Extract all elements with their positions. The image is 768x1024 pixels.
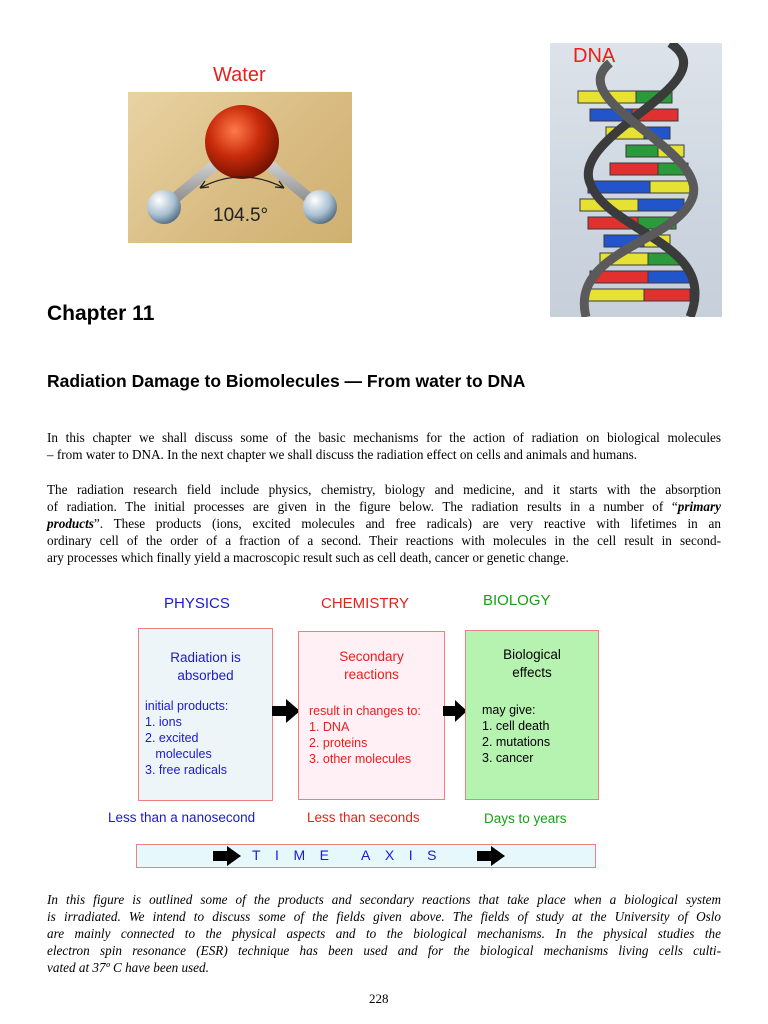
- biology-time-label: Days to years: [484, 811, 567, 826]
- physics-box-title: [139, 649, 272, 685]
- dna-figure-title: DNA: [573, 45, 616, 67]
- list-item: result in changes to:: [309, 704, 421, 718]
- time-axis-label: TIME AXIS: [252, 847, 451, 863]
- emphasis-text: products: [47, 516, 94, 531]
- paragraph-line: In this chapter we shall discuss some of the basic mechanisms for the action of radiation on biological molecules: [47, 430, 721, 445]
- biology-heading: BIOLOGY: [483, 592, 551, 609]
- box-title-line: Biological: [503, 647, 561, 662]
- caption-line: is irradiated. We intend to discuss some of the fields given above. The fields of study at the University of Oslo: [47, 909, 721, 924]
- paragraph-line: [47, 498, 721, 515]
- caption-line: electron spin resonance (ESR) technique has been used and for the biological mechanisms living cells culti-: [47, 943, 721, 958]
- chemistry-box-title: [299, 648, 444, 684]
- paragraph-line: ary processes which finally yield a macroscopic result such as cell death, cancer or genetic change.: [47, 550, 569, 565]
- paragraph-text: of radiation. The initial processes are given in the figure below. The radiation results in a number of “: [47, 499, 678, 514]
- box-title-line: effects: [512, 665, 552, 680]
- list-item: 3. other molecules: [309, 752, 412, 766]
- paragraph-text: ”. These products (ions, excited molecules and free radicals) are very reactive with lifetimes in an: [93, 516, 721, 531]
- physics-list: [145, 698, 228, 778]
- arrow-right-icon: [443, 700, 467, 722]
- list-item: may give:: [482, 703, 536, 717]
- caption-line: In this figure is outlined some of the products and secondary reactions that take place when a biological system: [47, 892, 721, 907]
- chemistry-list: [309, 703, 421, 767]
- paragraph-line: ordinary cell of the order of a fraction of a second. Their reactions with molecules in the cell result in second-: [47, 533, 721, 548]
- paragraph-line: The radiation research field include physics, chemistry, biology and medicine, and it starts with the absorption: [47, 482, 721, 497]
- dna-helix-icon: [550, 43, 722, 317]
- time-axis-bar: [136, 844, 596, 868]
- box-title-line: absorbed: [177, 668, 234, 683]
- intro-paragraph-1: [47, 429, 721, 463]
- water-molecule-image: [128, 92, 352, 243]
- list-item: 1. cell death: [482, 719, 550, 733]
- chemistry-box: [298, 631, 445, 800]
- list-item: initial products:: [145, 699, 229, 713]
- list-item: 3. free radicals: [145, 763, 227, 777]
- physics-heading: PHYSICS: [164, 595, 230, 612]
- biology-list: [482, 702, 550, 766]
- list-item: 2. proteins: [309, 736, 368, 750]
- water-figure-title: Water: [213, 64, 266, 86]
- paragraph-line: – from water to DNA. In the next chapter we shall discuss the radiation effect on cells and animals and humans.: [47, 447, 638, 462]
- list-item: 1. DNA: [309, 720, 350, 734]
- list-item: 2. mutations: [482, 735, 551, 749]
- figure-caption: [47, 891, 721, 976]
- box-title-line: Secondary: [339, 649, 404, 664]
- box-title-line: reactions: [344, 667, 399, 682]
- list-item: molecules: [145, 747, 212, 761]
- caption-line: are mainly connected to the physical aspects and to the biological mechanisms. In the physical studies the: [47, 926, 721, 941]
- chapter-title: Chapter 11: [47, 302, 155, 325]
- page-number: 228: [369, 991, 389, 1006]
- arrow-right-icon: [477, 846, 505, 866]
- box-title-line: Radiation is: [170, 650, 241, 665]
- list-item: 3. cancer: [482, 751, 534, 765]
- chemistry-heading: CHEMISTRY: [321, 595, 410, 612]
- list-item: 1. ions: [145, 715, 182, 729]
- physics-time-label: Less than a nanosecond: [108, 810, 256, 825]
- arrow-right-icon: [272, 699, 300, 723]
- list-item: 2. excited: [145, 731, 199, 745]
- dna-helix-image: [550, 43, 722, 317]
- physics-box: [138, 628, 273, 801]
- chemistry-time-label: Less than seconds: [307, 810, 420, 825]
- caption-line: vated at 37º C have been used.: [47, 960, 209, 975]
- biology-box-title: [466, 646, 598, 682]
- section-title: Radiation Damage to Biomolecules — From water to DNA: [47, 371, 526, 391]
- bond-angle-label: 104.5°: [213, 205, 269, 226]
- biology-box: [465, 630, 599, 800]
- arrow-right-icon: [213, 846, 241, 866]
- paragraph-line: [47, 515, 721, 532]
- intro-paragraph-2: [47, 481, 721, 566]
- emphasis-text: primary: [677, 499, 721, 514]
